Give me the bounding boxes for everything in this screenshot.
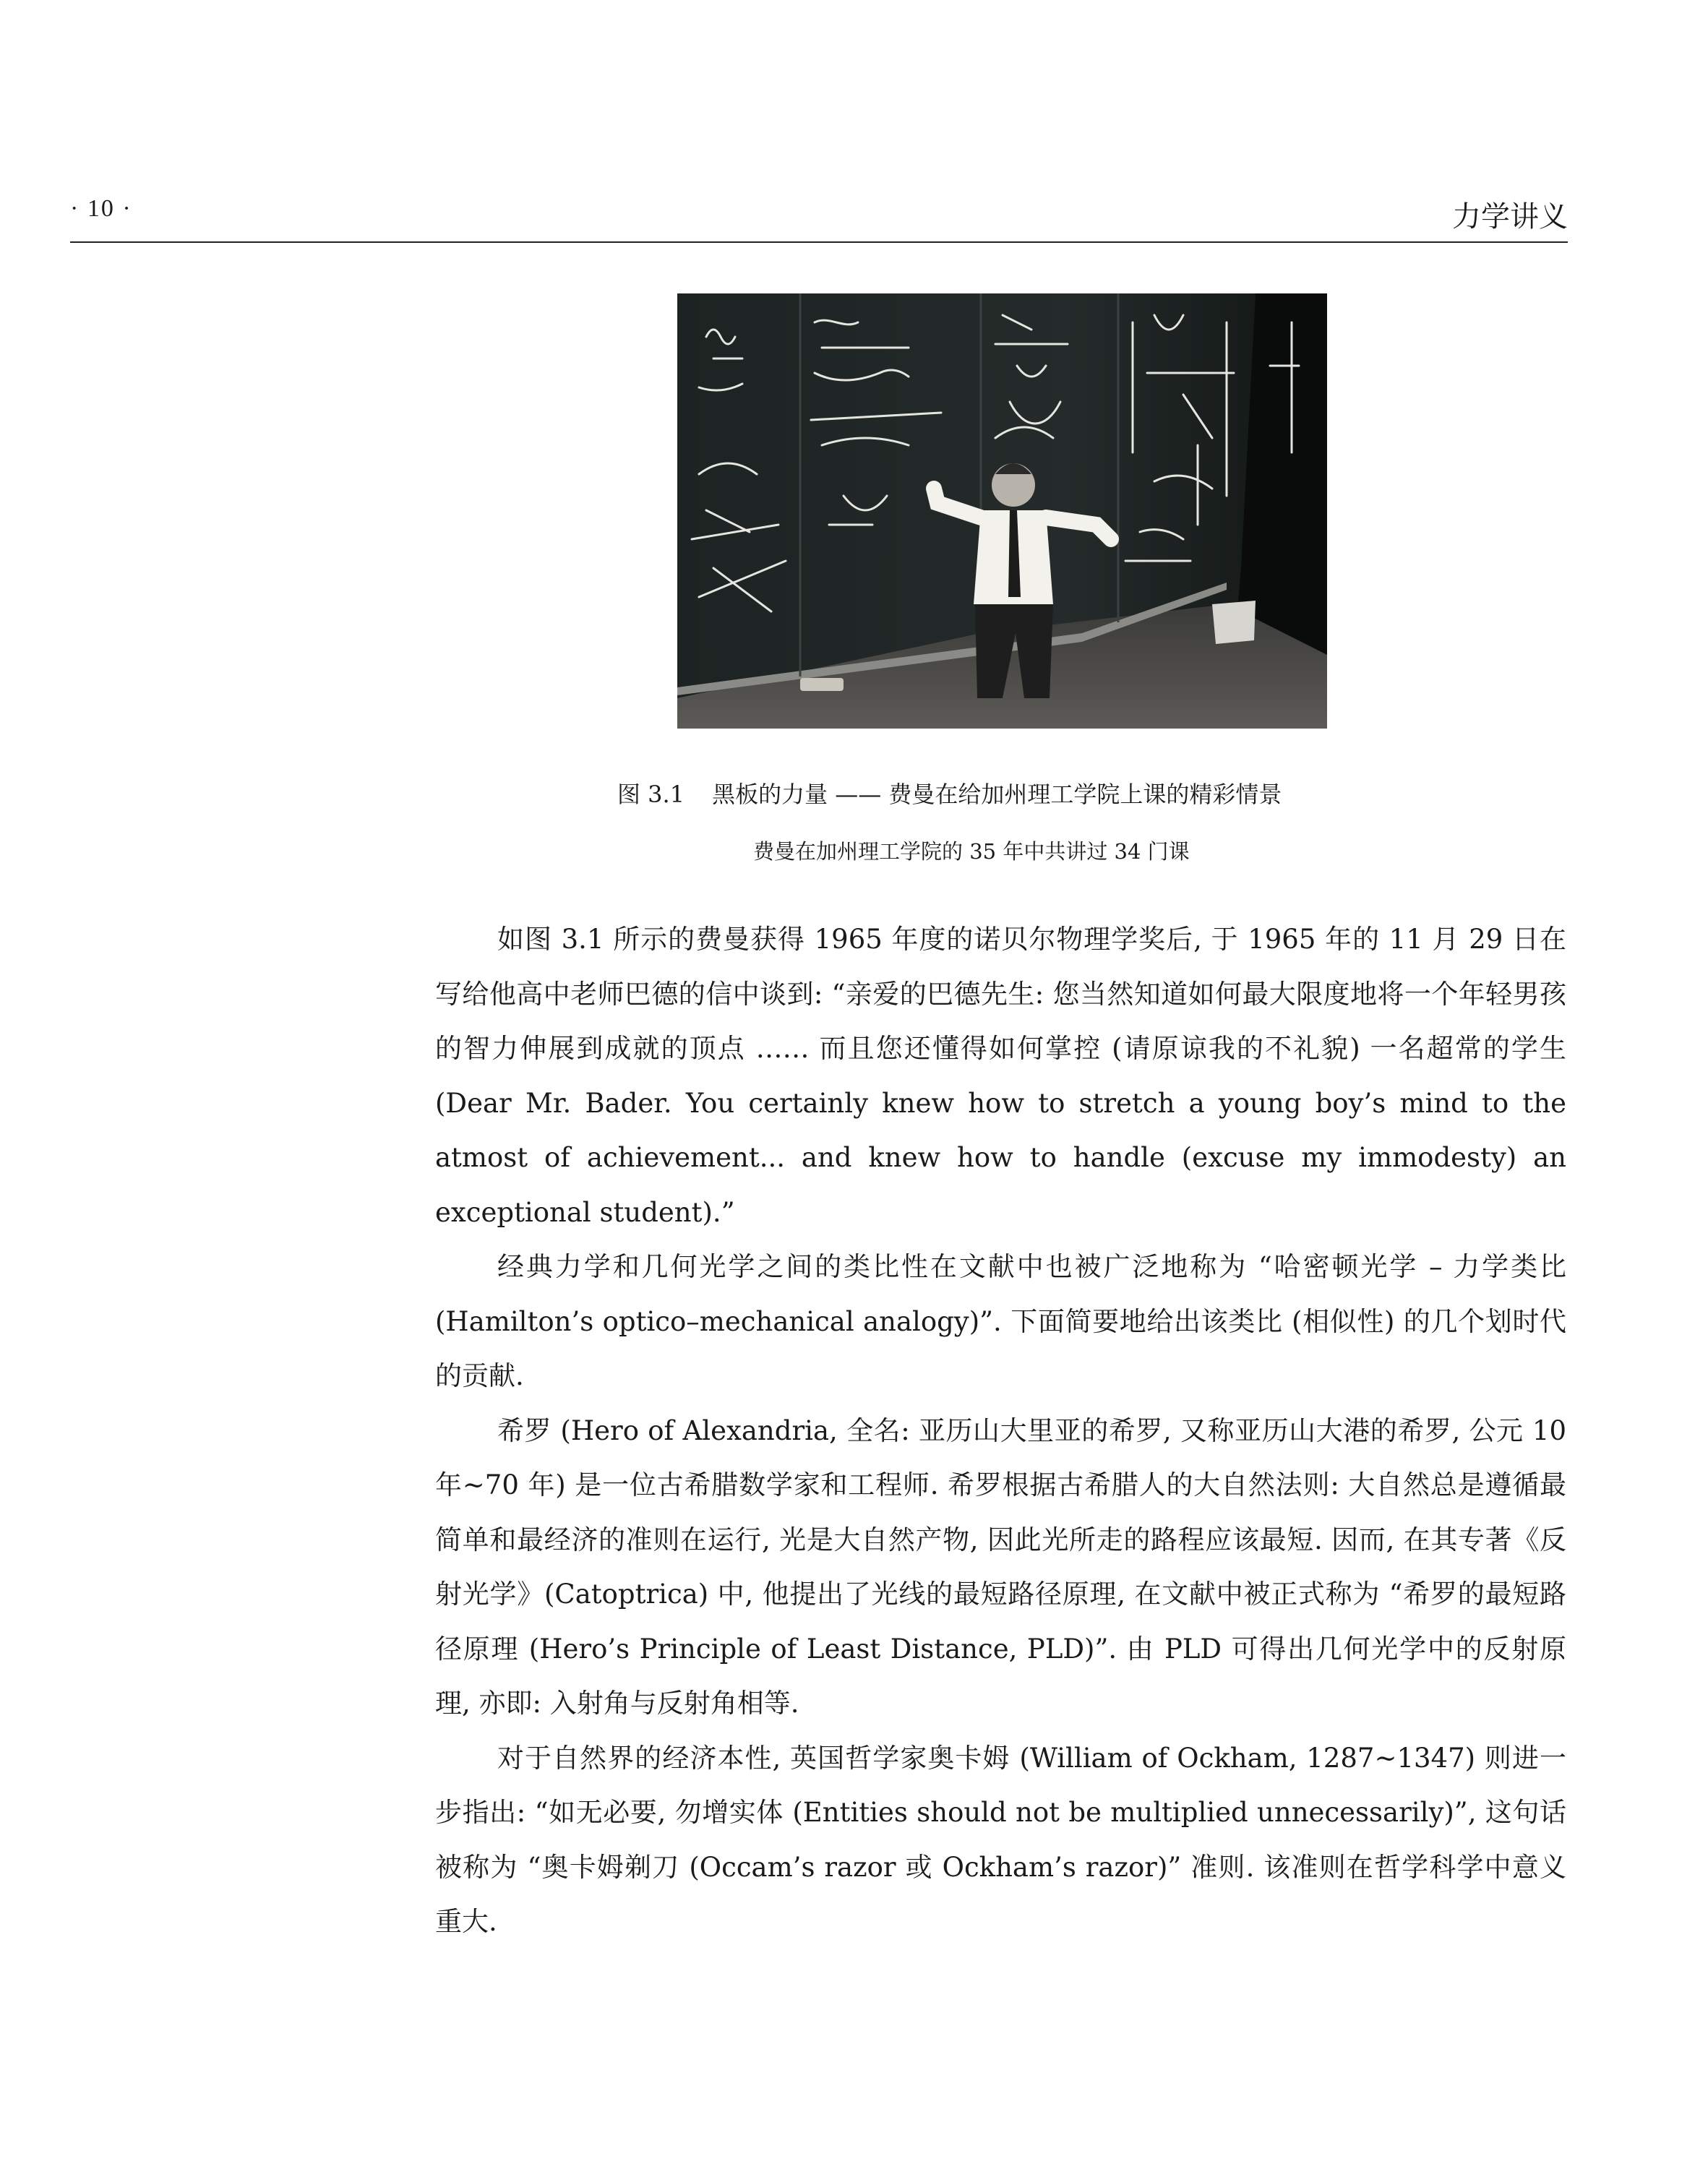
figure-photo xyxy=(677,293,1327,729)
paragraph-occams-razor: 对于自然界的经济本性, 英国哲学家奥卡姆 (William of Ockham, 1287~1347) 则进一步指出: “如无必要, 勿增实体 (Entities should not be multiplied unnecessarily)”, 这句话被称为 “奥卡姆剃刀 (Occam’s razor 或 Ockham’s razor)” 准则. 该准则在哲学科学中意义重大. xyxy=(435,1742,1566,1937)
figure-caption-title: 黑板的力量 —— 费曼在给加州理工学院上课的精彩情景 xyxy=(712,781,1282,808)
figure-caption xyxy=(617,776,1282,810)
body-text xyxy=(435,912,1566,1949)
blackboard-lecture-illustration xyxy=(677,293,1327,729)
running-title: 力学讲义 xyxy=(1452,200,1568,233)
paragraph-feynman-letter: 如图 3.1 所示的费曼获得 1965 年度的诺贝尔物理学奖后, 于 1965 年的 11 月 29 日在写给他高中老师巴德的信中谈到: “亲爱的巴德先生: 您当然知道如何最大限度地将一个年轻男孩的智力伸展到成就的顶点 …… 而且您还懂得如何掌控 (请原谅我的不礼貌) 一名超常的学生 (Dear Mr. Bader. You certainly knew how to stretch a young boy’s mind to the atmost of achievement... and knew how to handle (excuse my immodesty) an exceptional student).” xyxy=(435,924,1566,1228)
figure-subcaption: 费曼在加州理工学院的 35 年中共讲过 34 门课 xyxy=(753,839,1190,864)
page-header xyxy=(70,194,1568,243)
paragraph-hero-of-alexandria: 希罗 (Hero of Alexandria, 全名: 亚历山大里亚的希罗, 又称亚历山大港的希罗, 公元 10 年~70 年) 是一位古希腊数学家和工程师. 希罗根据古希腊人的大自然法则: 大自然总是遵循最简单和最经济的准则在运行, 光是大自然产物, 因此光所走的路程应该最短. 因而, 在其专著《反射光学》(Catoptrica) 中, 他提出了光线的最短路径原理, 在文献中被正式称为 “希罗的最短路径原理 (Hero’s Principle of Least Distance, PLD)”. 由 PLD 可得出几何光学中的反射原理, 亦即: 入射角与反射角相等. xyxy=(435,1414,1566,1719)
page-number: · 10 · xyxy=(70,195,132,222)
paragraph-optico-mechanical-analogy: 经典力学和几何光学之间的类比性在文献中也被广泛地称为 “哈密顿光学 – 力学类比 (Hamilton’s optico–mechanical analogy)”. 下面简要地给出该类比 (相似性) 的几个划时代的贡献. xyxy=(435,1251,1566,1391)
figure-number: 图 3.1 xyxy=(617,781,685,808)
